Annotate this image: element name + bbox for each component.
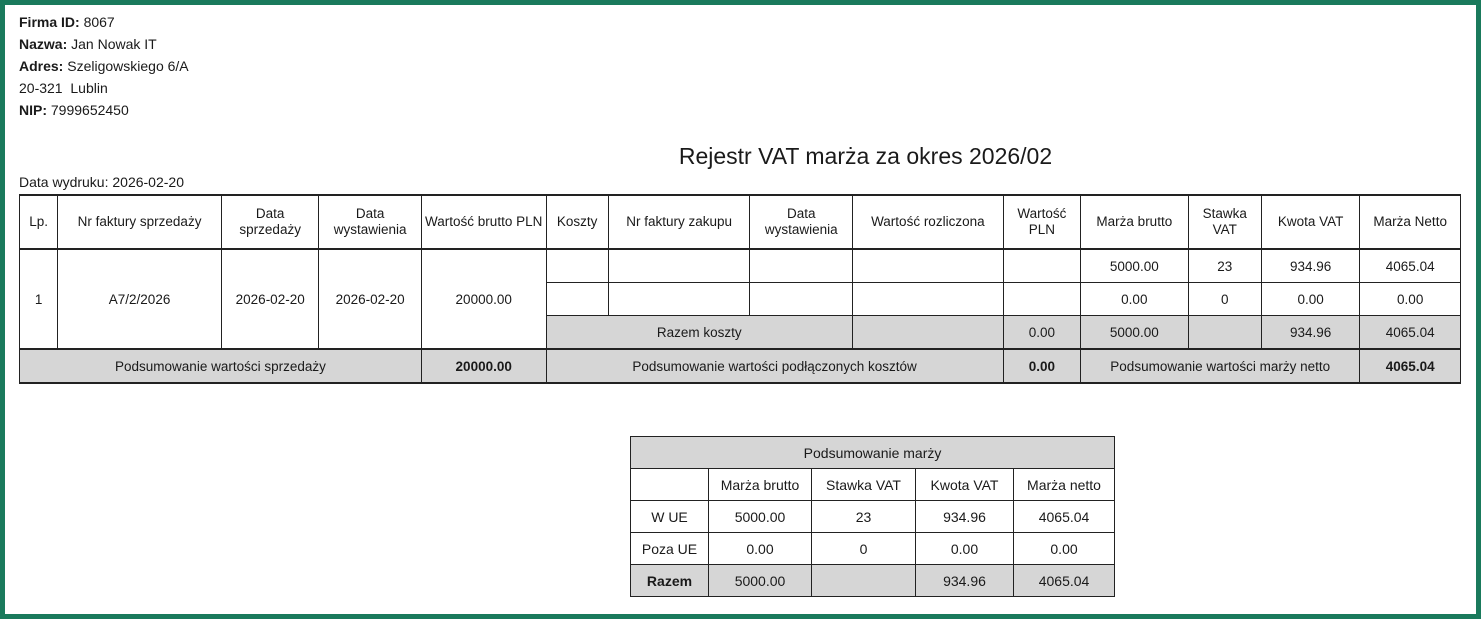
header-cell: Koszty (546, 195, 608, 249)
header-cell: Data sprzedaży (221, 195, 318, 249)
margin-gross-cell: 0.00 (709, 533, 812, 565)
empty-cell (608, 249, 750, 283)
summary-row (20, 349, 1461, 383)
summary-header-row (631, 469, 1115, 501)
header-cell: Kwota VAT (916, 469, 1014, 501)
vat-amount-cell: 0.00 (1261, 283, 1359, 316)
costs-total-margin-gross: 5000.00 (1081, 316, 1189, 350)
empty-cell (631, 469, 709, 501)
margin-gross-cell: 0.00 (1081, 283, 1189, 316)
table-row (20, 249, 1461, 283)
empty-cell (750, 249, 852, 283)
empty-cell (812, 565, 916, 597)
empty-cell (852, 283, 1003, 316)
vat-amount-cell: 0.00 (916, 533, 1014, 565)
margin-summary-label: Podsumowanie wartości marży netto (1081, 349, 1360, 383)
margin-gross-cell: 5000.00 (1081, 249, 1189, 283)
vat-rate-cell: 0 (812, 533, 916, 565)
margin-net-cell: 0.00 (1014, 533, 1115, 565)
costs-summary-label: Podsumowanie wartości podłączonych kosztów (546, 349, 1003, 383)
header-cell: Data wystawienia (319, 195, 421, 249)
city-line: 20-321 Lublin (19, 80, 108, 96)
total-label: Razem (631, 565, 709, 597)
vat-rate-cell: 0 (1188, 283, 1261, 316)
lp-cell: 1 (20, 249, 58, 349)
row-label: Poza UE (631, 533, 709, 565)
header-cell: Nr faktury sprzedaży (58, 195, 222, 249)
company-info (19, 11, 189, 121)
adres-line: Adres: Szeligowskiego 6/A (19, 58, 189, 74)
issue-date-cell: 2026-02-20 (319, 249, 421, 349)
sales-summary-label: Podsumowanie wartości sprzedaży (20, 349, 422, 383)
costs-total-label: Razem koszty (546, 316, 852, 350)
sales-summary-value: 20000.00 (421, 349, 546, 383)
empty-cell (852, 249, 1003, 283)
empty-cell (546, 249, 608, 283)
vat-amount-cell: 934.96 (916, 501, 1014, 533)
vat-margin-register-table (19, 194, 1461, 384)
print-date: Data wydruku: 2026-02-20 (19, 174, 184, 190)
nip-line: NIP: 7999652450 (19, 102, 129, 118)
margin-gross-cell: 5000.00 (709, 501, 812, 533)
vat-rate-cell: 23 (1188, 249, 1261, 283)
header-cell: Stawka VAT (1188, 195, 1261, 249)
header-cell: Wartość rozliczona (852, 195, 1003, 249)
summary-title-row (631, 437, 1115, 469)
header-cell: Marża netto (1014, 469, 1115, 501)
margin-net-cell: 4065.04 (1014, 501, 1115, 533)
empty-cell (1003, 283, 1080, 316)
margin-net-cell: 4065.04 (1360, 249, 1461, 283)
vat-amount-cell: 934.96 (1261, 249, 1359, 283)
empty-cell (546, 283, 608, 316)
header-cell: Marża Netto (1360, 195, 1461, 249)
costs-summary-value: 0.00 (1003, 349, 1080, 383)
table-row (631, 501, 1115, 533)
summary-total-row (631, 565, 1115, 597)
empty-cell (608, 283, 750, 316)
invoice-number-cell: A7/2/2026 (58, 249, 222, 349)
margin-summary-table (630, 436, 1115, 597)
total-vat-amount: 934.96 (916, 565, 1014, 597)
empty-cell (1003, 249, 1080, 283)
summary-title: Podsumowanie marży (631, 437, 1115, 469)
header-cell: Marża brutto (1081, 195, 1189, 249)
costs-total-margin-net: 4065.04 (1360, 316, 1461, 350)
table-row (631, 533, 1115, 565)
header-cell: Nr faktury zakupu (608, 195, 750, 249)
total-margin-net: 4065.04 (1014, 565, 1115, 597)
header-cell: Stawka VAT (812, 469, 916, 501)
total-margin-gross: 5000.00 (709, 565, 812, 597)
sale-date-cell: 2026-02-20 (221, 249, 318, 349)
costs-total-vat-amount: 934.96 (1261, 316, 1359, 350)
costs-total-value: 0.00 (1003, 316, 1080, 350)
header-cell: Data wystawienia (750, 195, 852, 249)
empty-cell (852, 316, 1003, 350)
header-cell: Kwota VAT (1261, 195, 1359, 249)
margin-summary-value: 4065.04 (1360, 349, 1461, 383)
nazwa-line: Nazwa: Jan Nowak IT (19, 36, 157, 52)
header-cell: Wartość brutto PLN (421, 195, 546, 249)
report-title: Rejestr VAT marża za okres 2026/02 (678, 143, 1053, 169)
vat-rate-cell: 23 (812, 501, 916, 533)
header-cell: Marża brutto (709, 469, 812, 501)
empty-cell (750, 283, 852, 316)
margin-net-cell: 0.00 (1360, 283, 1461, 316)
firma-line: Firma ID: 8067 (19, 14, 115, 30)
table-header-row (20, 195, 1461, 249)
header-cell: Wartość PLN (1003, 195, 1080, 249)
gross-value-cell: 20000.00 (421, 249, 546, 349)
header-cell: Lp. (20, 195, 58, 249)
row-label: W UE (631, 501, 709, 533)
empty-cell (1188, 316, 1261, 350)
